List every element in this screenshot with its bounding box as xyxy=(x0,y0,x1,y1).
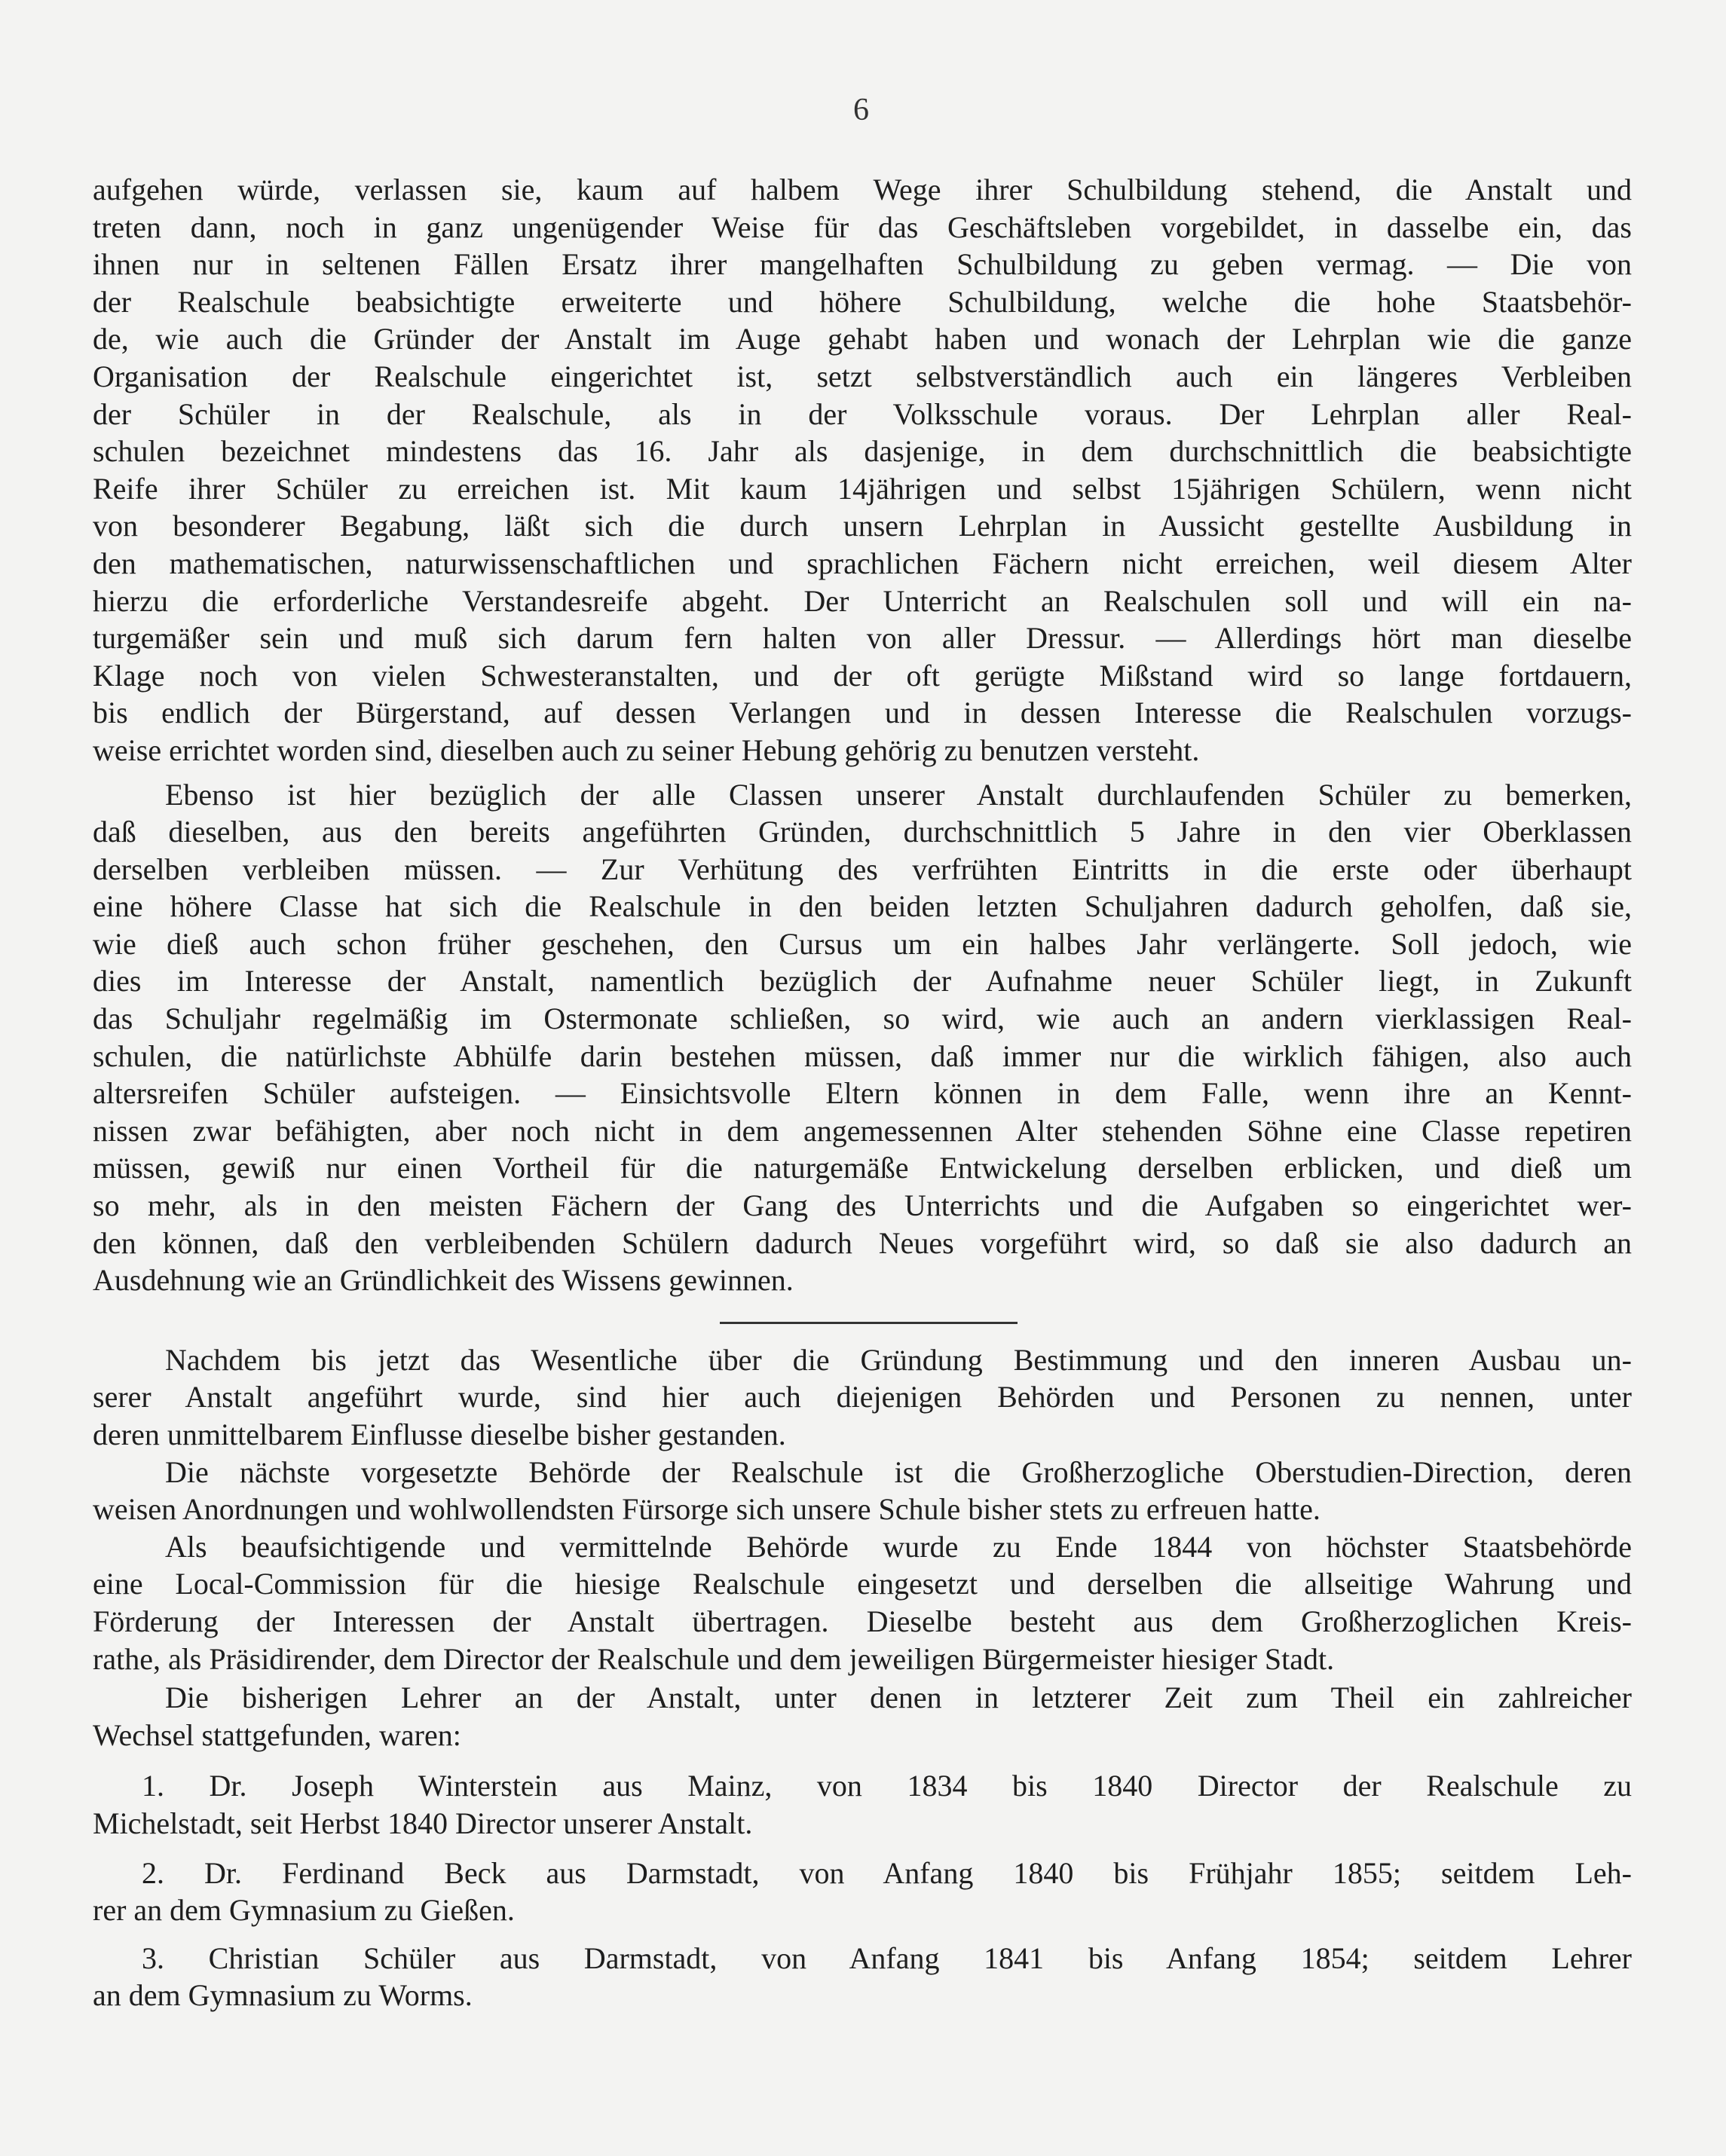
text-line: deren unmittelbarem Einflusse dieselbe bisher gestanden. xyxy=(93,1417,786,1451)
paragraph xyxy=(93,1454,1632,1528)
text-line: Klage noch von vielen Schwesteranstalten, und der oft gerügte Mißstand wird so lange fortdauern, xyxy=(93,658,1632,693)
text-line: der Realschule beabsichtigte erweiterte und höhere Schulbildung, welche die hohe Staatsbehör- xyxy=(93,284,1632,319)
text-line: der Schüler in der Realschule, als in der Volksschule voraus. Der Lehrplan aller Real- xyxy=(93,396,1632,431)
paragraph xyxy=(93,1528,1632,1677)
text-line: schulen, die natürlichste Abhülfe darin bestehen müssen, daß immer nur die wirklich fähigen, also auch xyxy=(93,1038,1632,1073)
section-divider xyxy=(720,1322,1018,1324)
text-line: Die nächste vorgesetzte Behörde der Realschule ist die Großherzogliche Oberstudien-Direction, deren xyxy=(165,1454,1632,1489)
text-line: den mathematischen, naturwissenschaftlichen und sprachlichen Fächern nicht erreichen, weil diesem Alter xyxy=(93,546,1632,580)
text-line: weisen Anordnungen und wohlwollendsten Fürsorge sich unsere Schule bisher stets zu erfreuen hatte. xyxy=(93,1492,1321,1527)
text-line: ihnen nur in seltenen Fällen Ersatz ihrer mangelhaften Schulbildung zu geben vermag. — Die von xyxy=(93,247,1632,282)
list-item xyxy=(93,1767,1632,1842)
text-line: Die bisherigen Lehrer an der Anstalt, unter denen in letzterer Zeit zum Theil ein zahlreicher xyxy=(165,1680,1632,1715)
text-line: Ebenso ist hier bezüglich der alle Classen unserer Anstalt durchlaufenden Schüler zu bemerken, xyxy=(165,777,1632,812)
text-line: rer an dem Gymnasium zu Gießen. xyxy=(93,1893,515,1928)
text-line: 2. Dr. Ferdinand Beck aus Darmstadt, von Anfang 1840 bis Frühjahr 1855; seitdem Leh- xyxy=(142,1855,1632,1890)
text-line: derselben verbleiben müssen. — Zur Verhütung des verfrühten Eintritts in die erste oder überhaupt xyxy=(93,852,1632,886)
text-line: Förderung der Interessen der Anstalt übertragen. Dieselbe besteht aus dem Großherzoglichen Kreis- xyxy=(93,1604,1632,1638)
list-item xyxy=(93,1940,1632,2014)
text-line: das Schuljahr regelmäßig im Ostermonate schließen, so wird, wie auch an andern vierklassigen Real- xyxy=(93,1002,1632,1036)
text-line: weise errichtet worden sind, dieselben auch zu seiner Hebung gehörig zu benutzen versteht. xyxy=(93,732,1200,767)
text-line: Nachdem bis jetzt das Wesentliche über die Gründung Bestimmung und den inneren Ausbau un- xyxy=(165,1342,1632,1377)
page-number: 6 xyxy=(853,93,869,127)
text-line: an dem Gymnasium zu Worms. xyxy=(93,1978,473,2013)
text-line: Organisation der Realschule eingerichtet ist, setzt selbstverständlich auch ein längeres Verbleiben xyxy=(93,359,1632,393)
text-line: Wechsel stattgefunden, waren: xyxy=(93,1717,461,1752)
text-line: Ausdehnung wie an Gründlichkeit des Wissens gewinnen. xyxy=(93,1263,794,1298)
text-line: Reife ihrer Schüler zu erreichen ist. Mit kaum 14jährigen und selbst 15jährigen Schülern, wenn nicht xyxy=(93,471,1632,506)
text-line: eine Local-Commission für die hiesige Realschule eingesetzt und derselben die allseitige Wahrung und xyxy=(93,1567,1632,1601)
text-line: wie dieß auch schon früher geschehen, den Cursus um ein halbes Jahr verlängerte. Soll jedoch, wie xyxy=(93,926,1632,961)
text-line: daß dieselben, aus den bereits angeführten Gründen, durchschnittlich 5 Jahre in den vier Oberklassen xyxy=(93,815,1632,849)
text-line: aufgehen würde, verlassen sie, kaum auf halbem Wege ihrer Schulbildung stehend, die Anstalt und xyxy=(93,173,1632,206)
paragraph xyxy=(93,1679,1632,1754)
paragraph xyxy=(93,1341,1632,1454)
text-line: dies im Interesse der Anstalt, namentlich bezüglich der Aufnahme neuer Schüler liegt, in Zukunft xyxy=(93,964,1632,998)
text-line: de, wie auch die Gründer der Anstalt im Auge gehabt haben und wonach der Lehrplan wie die ganze xyxy=(93,322,1632,356)
text-line: eine höhere Classe hat sich die Realschule in den beiden letzten Schuljahren dadurch geholfen, daß sie, xyxy=(93,889,1632,924)
document-body xyxy=(93,171,1632,2014)
text-line: Michelstadt, seit Herbst 1840 Director unserer Anstalt. xyxy=(93,1806,753,1840)
text-line: bis endlich der Bürgerstand, auf dessen Verlangen und in dessen Interesse die Realschulen vorzugs- xyxy=(93,696,1632,730)
text-line: altersreifen Schüler aufsteigen. — Einsichtsvolle Eltern können in dem Falle, wenn ihre an Kennt- xyxy=(93,1076,1632,1111)
list-item xyxy=(93,1855,1632,1929)
paragraph xyxy=(93,776,1632,1299)
text-line: den können, daß den verbleibenden Schülern dadurch Neues vorgeführt wird, so daß sie also dadurch an xyxy=(93,1225,1632,1260)
text-line: müssen, gewiß nur einen Vortheil für die naturgemäße Entwickelung derselben erblicken, und dieß um xyxy=(93,1151,1632,1185)
text-line: turgemäßer sein und muß sich darum fern halten von aller Dressur. — Allerdings hört man dieselbe xyxy=(93,621,1632,656)
text-line: Als beaufsichtigende und vermittelnde Behörde wurde zu Ende 1844 von höchster Staatsbehörde xyxy=(165,1529,1632,1564)
text-line: 3. Christian Schüler aus Darmstadt, von Anfang 1841 bis Anfang 1854; seitdem Lehrer xyxy=(142,1940,1632,1975)
text-line: serer Anstalt angeführt wurde, sind hier auch diejenigen Behörden und Personen zu nennen, unter xyxy=(93,1380,1632,1414)
paragraph xyxy=(93,171,1632,769)
text-line: so mehr, als in den meisten Fächern der Gang des Unterrichts und die Aufgaben so eingerichtet wer- xyxy=(93,1188,1632,1223)
text-line: von besonderer Begabung, läßt sich die durch unsern Lehrplan in Aussicht gestellte Ausbildung in xyxy=(93,509,1632,543)
text-line: hierzu die erforderliche Verstandesreife abgeht. Der Unterricht an Realschulen soll und will ein na- xyxy=(93,583,1632,618)
text-line: 1. Dr. Joseph Winterstein aus Mainz, von 1834 bis 1840 Director der Realschule zu xyxy=(142,1769,1632,1803)
text-line: schulen bezeichnet mindestens das 16. Jahr als dasjenige, in dem durchschnittlich die beabsichtigte xyxy=(93,434,1632,469)
text-line: nissen zwar befähigten, aber noch nicht in dem angemessennen Alter stehenden Söhne eine Classe repetiren xyxy=(93,1113,1632,1148)
text-line: treten dann, noch in ganz ungenügender Weise für das Geschäftsleben vorgebildet, in dasselbe ein, das xyxy=(93,209,1632,244)
text-line: rathe, als Präsidirender, dem Director der Realschule und dem jeweiligen Bürgermeister hiesiger Stadt. xyxy=(93,1641,1335,1676)
